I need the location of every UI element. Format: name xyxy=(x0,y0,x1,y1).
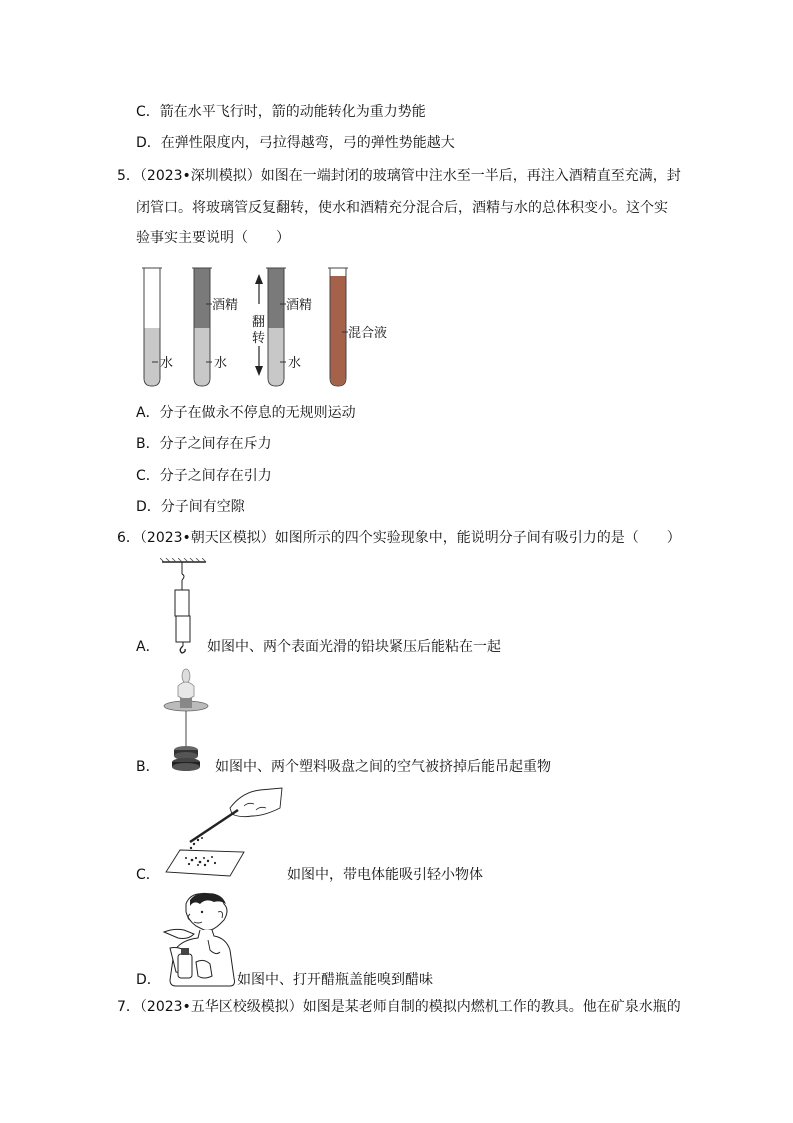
label-water-2: 水 xyxy=(214,355,228,370)
q5-option-c: C．分子之间存在引力 xyxy=(136,468,272,484)
q5-stem-line2: 闭管口。将玻璃管反复翻转，使水和酒精充分混合后，酒精与水的总体积变小。这个实 xyxy=(136,200,668,216)
q6-option-c-letter: C． xyxy=(136,867,160,883)
q5-option-d: D．分子间有空隙 xyxy=(136,499,245,515)
tube-water-alcohol xyxy=(192,268,212,386)
label-alcohol-3: 酒精 xyxy=(286,297,313,312)
suction-cups-figure xyxy=(160,668,216,772)
q6-option-c-text: 如图中，带电体能吸引轻小物体 xyxy=(287,867,483,883)
q6-option-d-letter: D． xyxy=(136,972,161,988)
q4-option-c: C．箭在水平飞行时，箭的动能转化为重力势能 xyxy=(136,104,426,120)
tube-water-only xyxy=(142,268,162,386)
tube-water-alcohol-flip xyxy=(266,268,286,386)
label-alcohol-2: 酒精 xyxy=(212,297,239,312)
tube-mixture xyxy=(328,268,348,386)
q6-option-b-letter: B． xyxy=(136,759,160,775)
vinegar-person-figure xyxy=(160,890,240,990)
q4-option-d: D．在弹性限度内，弓拉得越弯，弓的弹性势能越大 xyxy=(136,135,455,151)
q6-option-d-text: 如图中、打开醋瓶盖能嗅到醋味 xyxy=(237,972,433,988)
label-flip: 翻转 xyxy=(252,314,266,345)
label-water-3: 水 xyxy=(288,355,302,370)
q6-option-b-text: 如图中、两个塑料吸盘之间的空气被挤掉后能吊起重物 xyxy=(215,759,551,775)
q5-option-b: B．分子之间存在斥力 xyxy=(136,436,272,452)
q7-stem-line1: 7．（2023•五华区校级模拟）如图是某老师自制的模拟内燃机工作的教具。他在矿泉水瓶的 xyxy=(117,999,681,1015)
charged-rod-figure xyxy=(160,786,284,880)
q5-stem-line3: 验事实主要说明（ ） xyxy=(136,230,290,246)
q6-option-a-letter: A． xyxy=(136,639,160,655)
q6-stem: 6．（2023•朝天区模拟）如图所示的四个实验现象中，能说明分子间有吸引力的是（ ） xyxy=(117,530,681,546)
label-water-1: 水 xyxy=(160,355,174,370)
q6-option-a-text: 如图中、两个表面光滑的铅块紧压后能粘在一起 xyxy=(207,639,501,655)
label-mixture: 混合液 xyxy=(348,325,388,340)
lead-blocks-figure xyxy=(160,558,208,654)
q5-stem-line1: 5．（2023•深圳模拟）如图在一端封闭的玻璃管中注水至一半后，再注入酒精直至充满，封 xyxy=(117,168,681,184)
q5-tubes-figure xyxy=(136,260,416,392)
q5-option-a: A．分子在做永不停息的无规则运动 xyxy=(136,405,356,421)
